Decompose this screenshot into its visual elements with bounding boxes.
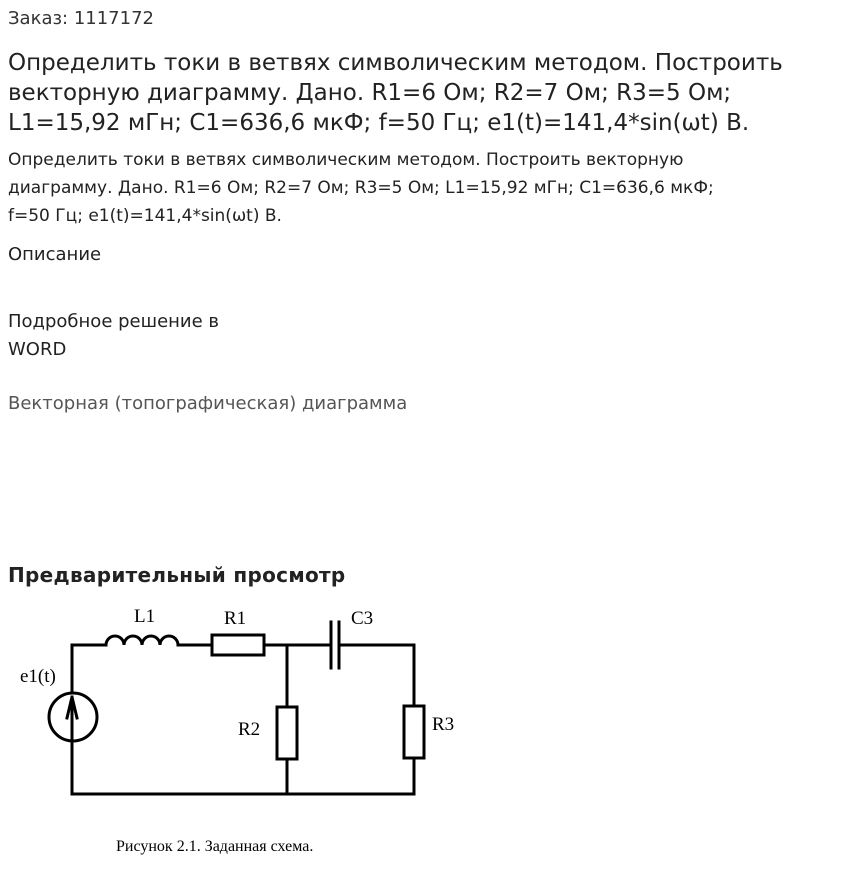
description-heading: Описание [8, 244, 102, 265]
label-c3: C3 [351, 608, 374, 629]
resistor-r2 [277, 707, 297, 759]
label-e1: e1(t) [20, 666, 56, 687]
label-r2: R2 [238, 719, 261, 740]
label-r1: R1 [224, 608, 247, 629]
solution-note [8, 308, 219, 364]
task-description-line: диаграмму. Дано. R1=6 Ом; R2=7 Ом; R3=5 Ом; L1=15,92 мГн; C1=636,6 мкФ; [8, 178, 714, 198]
page-title-line: Определить токи в ветвях символическим методом. Построить [8, 50, 783, 76]
vector-diagram-link[interactable]: Векторная (топографическая) диаграмма [8, 393, 408, 414]
page-title-line: L1=15,92 мГн; C1=636,6 мкФ; f=50 Гц; e1(t)=141,4*sin(ωt) В. [8, 110, 750, 136]
label-l1: L1 [134, 606, 156, 627]
task-description-line: Определить токи в ветвях символическим методом. Построить векторную [8, 150, 684, 170]
page-title-line: векторную диаграмму. Дано. R1=6 Ом; R2=7 Ом; R3=5 Ом; [8, 80, 732, 106]
order-number: Заказ: 1117172 [8, 8, 154, 29]
resistor-r3 [404, 706, 424, 758]
page-title [8, 48, 838, 138]
figure-caption: Рисунок 2.1. Заданная схема. [116, 838, 314, 855]
inductor-l1 [106, 636, 178, 645]
solution-note-line: Подробное решение в [8, 311, 220, 332]
resistor-r1 [212, 635, 264, 655]
solution-note-line: WORD [8, 339, 67, 360]
task-description [8, 146, 838, 230]
preview-heading: Предварительный просмотр [8, 563, 346, 587]
circuit-schematic [0, 595, 480, 871]
label-r3: R3 [432, 714, 455, 735]
task-description-line: f=50 Гц; e1(t)=141,4*sin(ωt) В. [8, 206, 282, 226]
